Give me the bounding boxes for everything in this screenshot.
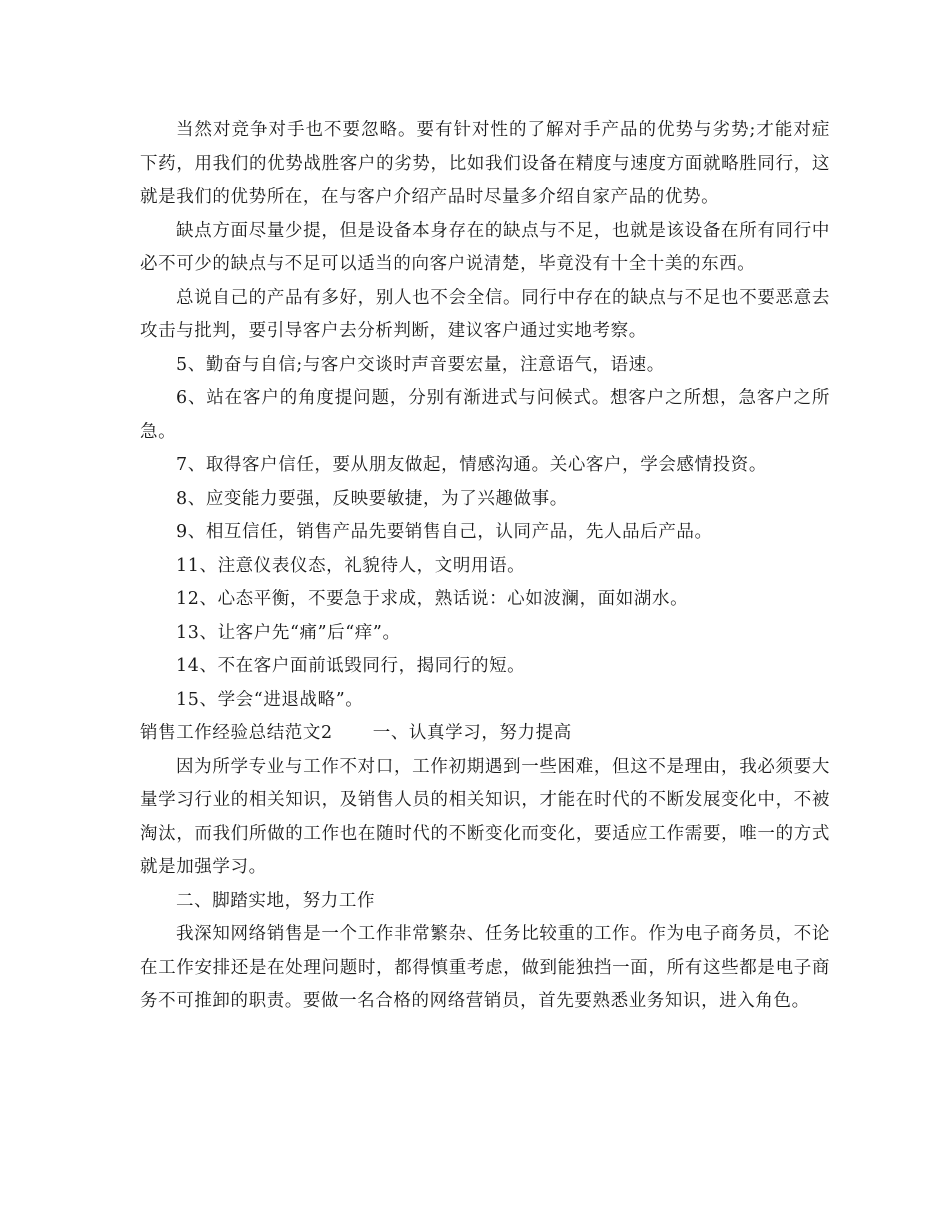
list-item-13: 13、让客户先“痛”后“痒”。 [176, 622, 401, 643]
section-heading-1: 一、认真学习，努力提高 [372, 723, 572, 743]
list-item-8: 8、应变能力要强，反映要敏捷，为了兴趣做事。 [176, 488, 568, 509]
paragraph-product-claims: 总说自己的产品有多好，别人也不会全信。同行中存在的缺点与不足也不要恶意去攻击与批判，要引导客户去分析判断，建议客户通过实地考察。 [140, 287, 830, 341]
paragraph-work: 我深知网络销售是一个工作非常繁杂、任务比较重的工作。作为电子商务员，不论在工作安排还是在处理问题时，都得慎重考虑，做到能独挡一面，所有这些都是电子商务不可推卸的职责。要做一名合格的网络营销员，首先要熟悉业务知识，进入角色。 [140, 924, 830, 1011]
list-item-6: 6、站在客户的角度提问题，分别有渐进式与问候式。想客户之所想，急客户之所急。 [140, 388, 830, 442]
list-item-11: 11、注意仪表仪态，礼貌待人，文明用语。 [176, 555, 526, 576]
article-title: 销售工作经验总结范文2 [140, 723, 333, 743]
section-heading-2: 二、脚踏实地，努力工作 [176, 890, 376, 911]
paragraph-shortcomings: 缺点方面尽量少提，但是设备本身存在的缺点与不足，也就是该设备在所有同行中必不可少的缺点与不足可以适当的向客户说清楚，毕竟没有十全十美的东西。 [140, 220, 830, 274]
list-item-5: 5、勤奋与自信;与客户交谈时声音要宏量，注意语气，语速。 [176, 354, 665, 375]
list-item-12: 12、心态平衡，不要急于求成，熟话说：心如波澜，面如湖水。 [176, 589, 689, 609]
paragraph-study: 因为所学专业与工作不对口，工作初期遇到一些困难，但这不是理由，我必须要大量学习行业的相关知识，及销售人员的相关知识，才能在时代的不断发展变化中，不被淘汰，而我们所做的工作也在随时代的不断变化而变化，要适应工作需要，唯一的方式就是加强学习。 [140, 756, 830, 877]
document-body [140, 114, 830, 1019]
list-item-9: 9、相互信任，销售产品先要销售自己，认同产品，先人品后产品。 [176, 522, 713, 542]
article-title-line [140, 717, 830, 751]
paragraph-competitors: 当然对竞争对手也不要忽略。要有针对性的了解对手产品的优势与劣势;才能对症下药，用我们的优势战胜客户的劣势，比如我们设备在精度与速度方面就略胜同行，这就是我们的优势所在，在与客户介绍产品时尽量多介绍自家产品的优势。 [140, 120, 830, 207]
list-item-15: 15、学会“进退战略”。 [176, 689, 364, 710]
list-item-7: 7、取得客户信任，要从朋友做起，情感沟通。关心客户，学会感情投资。 [176, 455, 767, 475]
list-item-14: 14、不在客户面前诋毁同行，揭同行的短。 [176, 656, 526, 676]
